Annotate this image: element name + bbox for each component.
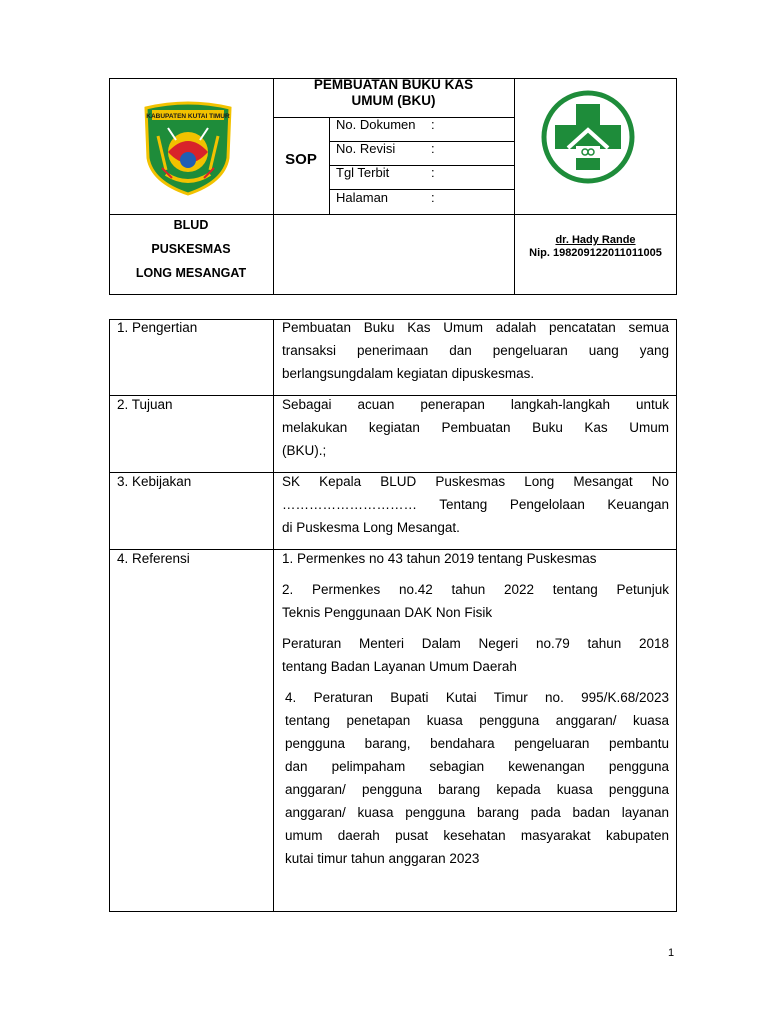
tujuan-line: (BKU).; (282, 443, 327, 458)
section-label-tujuan: 2. Tujuan (117, 397, 173, 412)
pengertian-line: Pembuatan Buku Kas Umum adalah pencatatan semua (282, 320, 669, 335)
page-number: 1 (668, 947, 675, 959)
header-divider (514, 78, 515, 295)
signer-nip: Nip. 198209122011011005 (529, 247, 662, 259)
sop-title-line2: UMUM (BKU) (351, 93, 436, 108)
kebijakan-line: ………………………… Tentang Pengelolaan Keuangan (282, 497, 669, 512)
pengertian-line: transaksi penerimaan dan pengeluaran uang yang (282, 343, 669, 358)
meta-value-tgl-terbit: : (431, 165, 435, 180)
tujuan-line: melakukan kegiatan Pembuatan Buku Kas Umum (282, 420, 669, 435)
section-label-kebijakan: 3. Kebijakan (117, 474, 192, 489)
kutai-timur-emblem-icon (138, 100, 238, 196)
referensi-item-4: anggaran/ kuasa pengguna barang pada badan layanan (285, 805, 669, 820)
meta-value-halaman: : (431, 190, 435, 205)
sop-title-line1: PEMBUATAN BUKU KAS (313, 77, 474, 92)
org-line-blud: BLUD (173, 218, 209, 232)
referensi-item-3: Peraturan Menteri Dalam Negeri no.79 tahun 2018 (282, 636, 669, 651)
kebijakan-line: SK Kepala BLUD Puskesmas Long Mesangat No (282, 474, 669, 489)
meta-label-tgl-terbit: Tgl Terbit (336, 165, 390, 180)
meta-value-no-dokumen: : (431, 117, 435, 132)
section-label-pengertian: 1. Pengertian (117, 320, 198, 335)
content-divider (273, 319, 274, 912)
org-line-long-mesangat: LONG MESANGAT (135, 266, 247, 280)
referensi-item-2: 2. Permenkes no.42 tahun 2022 tentang Petunjuk (282, 582, 669, 597)
header-divider (273, 78, 274, 295)
pengertian-line: berlangsungdalam kegiatan dipuskesmas. (282, 366, 535, 381)
referensi-item-4: kutai timur tahun anggaran 2023 (285, 851, 480, 866)
referensi-item-1: 1. Permenkes no 43 tahun 2019 tentang Puskesmas (282, 551, 597, 566)
referensi-item-4: umum daerah pusat kesehatan masyarakat kabupaten (285, 828, 669, 843)
signer-name: dr. Hady Rande (555, 234, 636, 246)
referensi-item-4: pengguna barang, bendahara pengeluaran pembantu (285, 736, 669, 751)
org-line-puskesmas: PUSKESMAS (151, 242, 231, 256)
meta-label-no-revisi: No. Revisi (336, 141, 396, 156)
referensi-item-4: dan pelimpaham sebagian kewenangan pengguna (285, 759, 669, 774)
section-label-referensi: 4. Referensi (117, 551, 190, 566)
kebijakan-line: di Puskesma Long Mesangat. (282, 520, 460, 535)
sop-label: SOP (285, 151, 317, 168)
referensi-item-3: tentang Badan Layanan Umum Daerah (282, 659, 517, 674)
puskesmas-logo-icon (538, 90, 638, 184)
referensi-item-2: Teknis Penggunaan DAK Non Fisik (282, 605, 493, 620)
meta-label-no-dokumen: No. Dokumen (336, 117, 416, 132)
referensi-item-4: anggaran/ pengguna barang kepada kuasa pengguna (285, 782, 669, 797)
meta-label-halaman: Halaman (336, 190, 389, 205)
meta-value-no-revisi: : (431, 141, 435, 156)
tujuan-line: Sebagai acuan penerapan langkah-langkah untuk (282, 397, 669, 412)
referensi-item-4: 4. Peraturan Bupati Kutai Timur no. 995/K.68/2023 (285, 690, 669, 705)
emblem-banner-text: KABUPATEN KUTAI TIMUR (146, 113, 230, 120)
referensi-item-4: tentang penetapan kuasa pengguna anggaran/ kuasa (285, 713, 669, 728)
